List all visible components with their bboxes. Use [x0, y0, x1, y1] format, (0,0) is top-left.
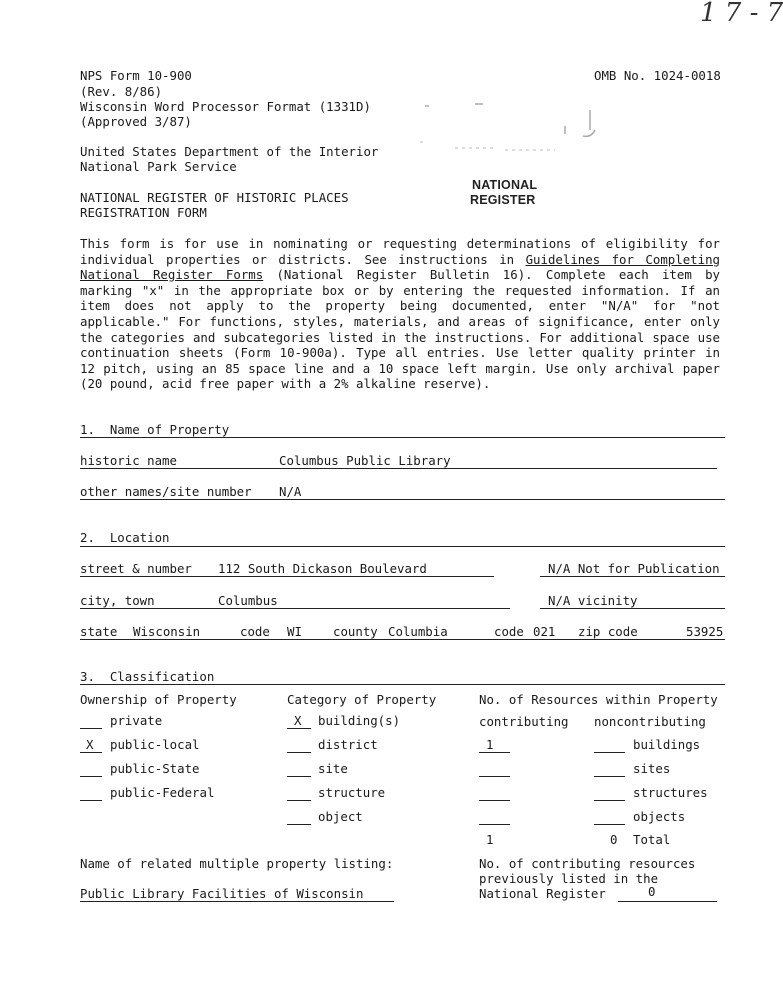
form-number: NPS Form 10-900 — [80, 68, 192, 83]
stamp-national: NATIONAL — [472, 178, 538, 192]
received-stamp — [415, 98, 605, 168]
guidelines-link: Guidelines for Completing National Register Forms — [80, 251, 721, 283]
vicinity: N/A vicinity — [548, 593, 638, 608]
previous-listed-line2: previously listed in the — [479, 871, 659, 886]
category-mark-building[interactable]: X — [294, 713, 302, 728]
category-blank-site[interactable] — [287, 776, 311, 777]
department-name: United States Department of the Interior — [80, 144, 379, 159]
resources-structures-label: structures — [633, 785, 708, 800]
category-blank-object[interactable] — [287, 824, 311, 825]
state-code-label: code — [240, 624, 270, 639]
resources-objects-noncontrib-line — [594, 824, 625, 825]
other-names-value: N/A — [279, 484, 302, 499]
resources-buildings-contrib-line — [479, 752, 510, 753]
other-names-line — [80, 499, 725, 500]
section3-heading: 3. Classification — [80, 669, 215, 684]
section2-rule — [80, 546, 725, 547]
category-structure-label: structure — [318, 785, 386, 800]
resources-heading: No. of Resources within Property — [479, 692, 718, 707]
contributing-heading: contributing — [479, 714, 569, 729]
register-title: NATIONAL REGISTER OF HISTORIC PLACES — [80, 190, 349, 205]
ownership-blank-public-local[interactable] — [80, 752, 102, 753]
resources-total-label: Total — [633, 832, 671, 847]
nfp-line — [540, 576, 725, 577]
other-names-label: other names/site number — [80, 484, 252, 499]
stamp-register: REGISTER — [470, 193, 536, 207]
ownership-public-state-label: public-State — [110, 761, 200, 776]
multiple-listing-label: Name of related multiple property listing: — [80, 856, 394, 871]
resources-total-noncontributing: 0 — [610, 832, 618, 847]
instructions-paragraph — [80, 236, 720, 392]
section2-heading: 2. Location — [80, 530, 170, 545]
omb-number: OMB No. 1024-0018 — [594, 68, 721, 83]
multiple-listing-value: Public Library Facilities of Wisconsin — [80, 886, 364, 901]
vicinity-line — [540, 608, 725, 609]
ownership-heading: Ownership of Property — [80, 692, 237, 707]
ownership-blank-public-federal[interactable] — [80, 800, 102, 801]
category-site-label: site — [318, 761, 348, 776]
city-line — [80, 608, 510, 609]
ownership-public-federal-label: public-Federal — [110, 785, 215, 800]
resources-objects-label: objects — [633, 809, 686, 824]
previous-listed-line3: National Register — [479, 886, 606, 901]
category-blank-district[interactable] — [287, 752, 311, 753]
resources-sites-contrib-line — [479, 776, 510, 777]
ownership-mark-public-local[interactable]: X — [86, 737, 94, 752]
street-value: 112 South Dickason Boulevard — [218, 561, 427, 576]
previous-listed-line — [618, 901, 717, 902]
category-heading: Category of Property — [287, 692, 437, 707]
street-label: street & number — [80, 561, 192, 576]
historic-name-line — [80, 468, 717, 469]
historic-name-label: historic name — [80, 453, 177, 468]
resources-objects-contrib-line — [479, 824, 510, 825]
state-label: state — [80, 624, 118, 639]
state-line — [80, 639, 725, 640]
section1-rule — [80, 437, 725, 438]
ownership-blank-public-state[interactable] — [80, 776, 102, 777]
category-blank-structure[interactable] — [287, 800, 311, 801]
resources-buildings-label: buildings — [633, 737, 701, 752]
handwritten-note: 1 7 - 7 — [700, 0, 783, 28]
county-code-label: code — [494, 624, 524, 639]
county-code-value: 021 — [533, 624, 556, 639]
previous-listed-line1: No. of contributing resources — [479, 856, 696, 871]
state-value: Wisconsin — [133, 624, 201, 639]
ownership-public-local-label: public-local — [110, 737, 200, 752]
resources-buildings-contributing: 1 — [486, 737, 494, 752]
resources-total-contributing: 1 — [486, 832, 494, 847]
zip-label: zip code — [578, 624, 638, 639]
historic-name-value: Columbus Public Library — [279, 453, 451, 468]
category-blank-building[interactable] — [287, 728, 311, 729]
previous-listed-value: 0 — [648, 884, 656, 899]
form-format: Wisconsin Word Processor Format (1331D) — [80, 99, 371, 114]
instructions-part2: (National Register Bulletin 16). Complete each item by marking "x" in the appropriate box or by entering the requested information. If an item does not apply to the property being documented, enter "N/A" for "not applicable." For functions, styles, materials, and areas of significance, enter only the categories and subcategories listed in the instructions. For additional space use continuation sheets (Form 10-900a). Type all entries. Use letter quality printer in 12 pitch, using an 85 space line and a 10 space left margin. Use only archival paper (20 pound, acid free paper with a 2% alkaline reserve). — [80, 267, 720, 392]
county-value: Columbia — [388, 624, 448, 639]
section1-heading: 1. Name of Property — [80, 422, 230, 437]
zip-value: 53925 — [686, 624, 724, 639]
state-code-value: WI — [287, 624, 302, 639]
resources-structures-noncontrib-line — [594, 800, 625, 801]
form-approved: (Approved 3/87) — [80, 114, 192, 129]
noncontributing-heading: noncontributing — [594, 714, 706, 729]
category-object-label: object — [318, 809, 363, 824]
street-line — [80, 576, 494, 577]
resources-sites-label: sites — [633, 761, 671, 776]
not-for-publication: N/A Not for Publication — [548, 561, 720, 576]
resources-structures-contrib-line — [479, 800, 510, 801]
form-revision: (Rev. 8/86) — [80, 84, 163, 99]
category-building-label: building(s) — [318, 713, 401, 728]
ownership-blank-private[interactable] — [80, 728, 102, 729]
registration-form-title: REGISTRATION FORM — [80, 205, 207, 220]
category-district-label: district — [318, 737, 378, 752]
ownership-private-label: private — [110, 713, 163, 728]
multiple-listing-line — [80, 901, 394, 902]
city-label: city, town — [80, 593, 155, 608]
county-label: county — [333, 624, 378, 639]
instructions-part1: This form is for use in nominating or requesting determinations of eligibility for individual properties or districts. See instructions in — [80, 236, 720, 267]
resources-buildings-noncontrib-line — [594, 752, 625, 753]
city-value: Columbus — [218, 593, 278, 608]
service-name: National Park Service — [80, 159, 237, 174]
section3-rule — [80, 684, 725, 685]
resources-sites-noncontrib-line — [594, 776, 625, 777]
